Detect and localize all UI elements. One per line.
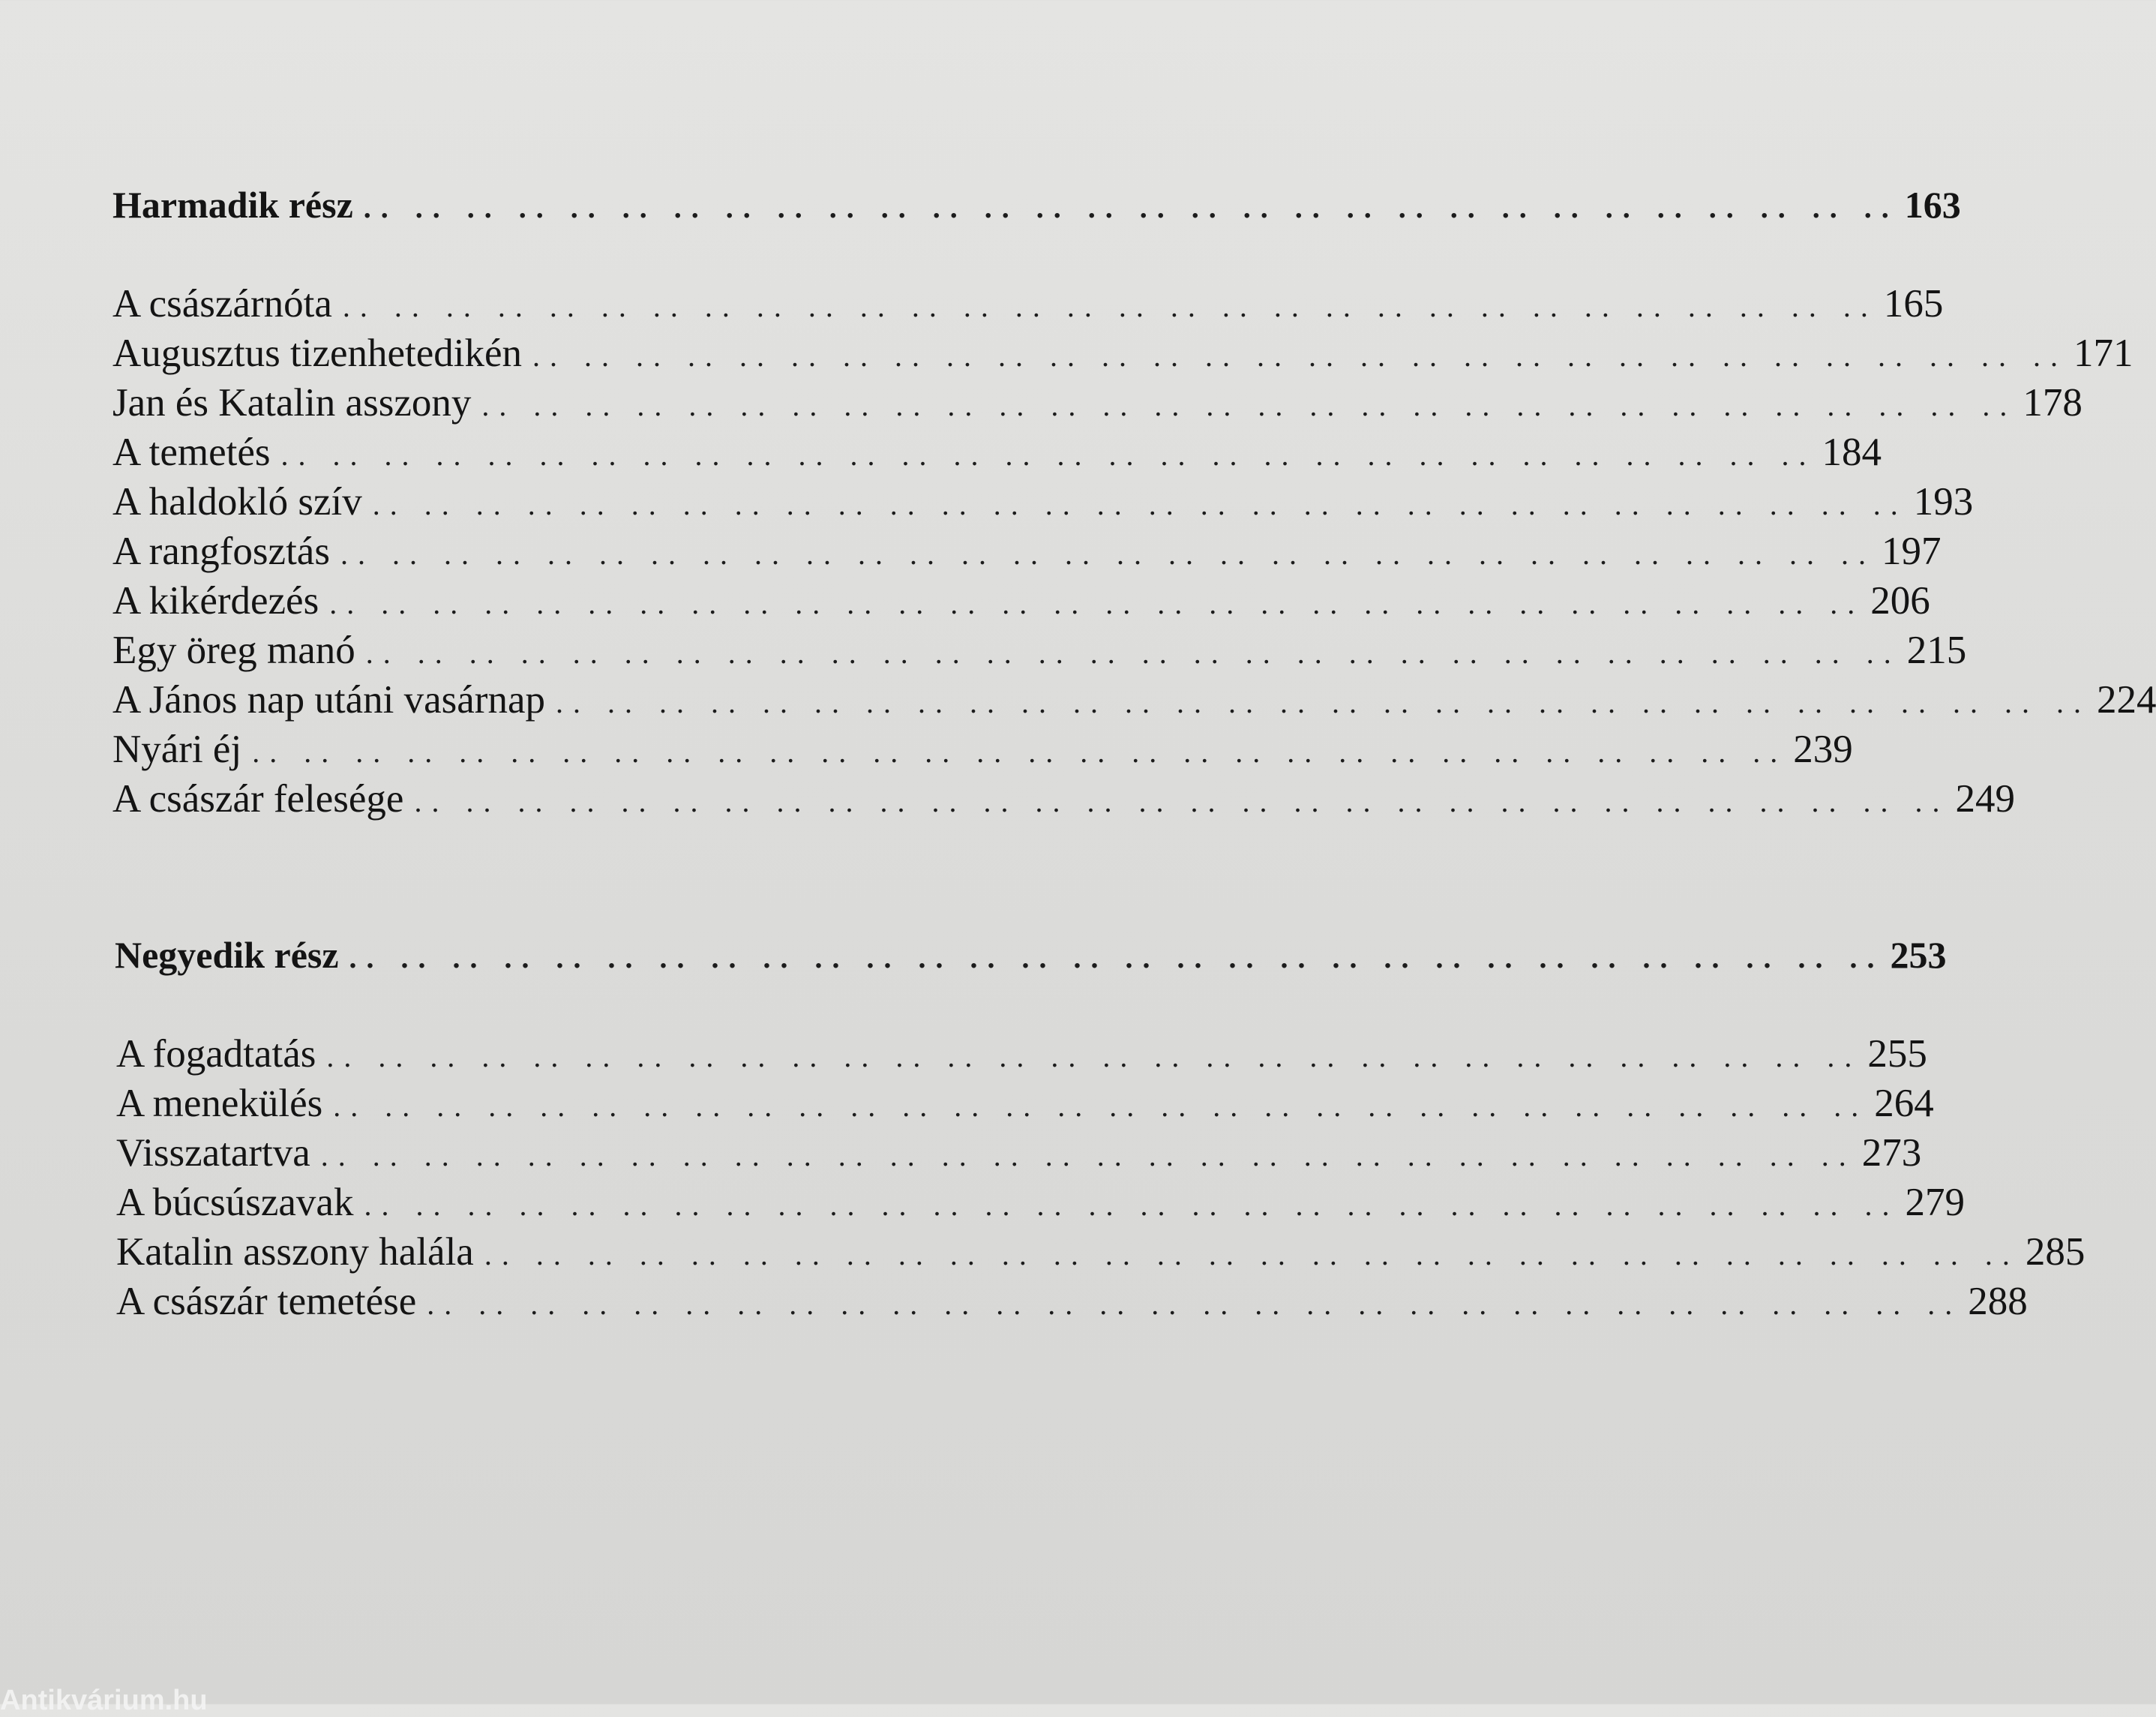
toc-entry-page: 273 [1861,1131,1922,1175]
toc-entry-page: 206 [1870,579,1930,623]
toc-entry [116,1178,1965,1227]
toc-entry-title: A menekülés [116,1082,323,1125]
toc-entry [112,576,1930,626]
toc-entry-title: Nyári éj [112,728,242,771]
toc-entry-title: Visszatartva [116,1131,310,1175]
toc-entry [112,725,1853,774]
toc-entry-title: A fogadtatás [116,1032,316,1076]
toc-entry-page: 193 [1913,480,1974,524]
toc-heading-title: Negyedik rész [115,934,339,976]
dot-leader: .. .. .. .. .. .. .. .. .. .. .. .. .. .. .. .. .. .. .. .. .. .. .. .. .. .. .. .. .. .. [532,339,2068,373]
toc-entry-page: 224 [2096,678,2156,722]
toc-entry [116,1227,2086,1277]
toc-section-list [116,1029,2086,1326]
dot-leader: .. .. .. .. .. .. .. .. .. .. .. .. .. .. .. .. .. .. .. .. .. .. .. .. .. .. .. .. .. .. [329,587,1865,620]
dot-leader: .. .. .. .. .. .. .. .. .. .. .. .. .. .. .. .. .. .. .. .. .. .. .. .. .. .. .. .. .. .. [481,389,2017,422]
toc-entry [112,675,2156,725]
toc-entry [112,626,1967,675]
toc-entry-page: 165 [1883,282,1944,326]
dot-leader: .. .. .. .. .. .. .. .. .. .. .. .. .. .. .. .. .. .. .. .. .. .. .. .. .. .. .. .. .. .. [340,537,1876,571]
toc-entry-page: 249 [1955,777,2015,821]
watermark: Antikvárium.hu [0,1685,208,1716]
toc-entry [116,1079,1934,1128]
dot-leader: .. .. .. .. .. .. .. .. .. .. .. .. .. .. .. .. .. .. .. .. .. .. .. .. .. .. .. .. .. .. [363,191,1899,224]
toc-entry-page: 288 [1968,1280,2028,1323]
dot-leader: .. .. .. .. .. .. .. .. .. .. .. .. .. .. .. .. .. .. .. .. .. .. .. .. .. .. .. .. .. .. [364,1188,1900,1222]
dot-leader: .. .. .. .. .. .. .. .. .. .. .. .. .. .. .. .. .. .. .. .. .. .. .. .. .. .. .. .. .. .. [427,1287,1963,1321]
toc-entry-title: A János nap utáni vasárnap [112,678,545,722]
dot-leader: .. .. .. .. .. .. .. .. .. .. .. .. .. .. .. .. .. .. .. .. .. .. .. .. .. .. .. .. .. .. [326,1040,1862,1073]
toc-entry-page: 239 [1793,728,1853,771]
toc-entry [112,279,1944,329]
toc-entry-page: 285 [2025,1230,2086,1274]
toc-entry-page: 197 [1881,530,1942,573]
toc-entry-title: A rangfosztás [112,530,330,573]
toc-heading-row [115,930,1947,980]
toc-heading-title: Harmadik rész [112,184,353,226]
toc-entry [112,527,1942,576]
toc-entry [112,329,2134,378]
dot-leader: .. .. .. .. .. .. .. .. .. .. .. .. .. .. .. .. .. .. .. .. .. .. .. .. .. .. .. .. .. .. [484,1238,2020,1271]
toc-entry-page: 178 [2023,381,2083,425]
toc-entry-page: 279 [1905,1181,1965,1224]
toc-heading-row [112,180,1961,230]
toc-entry [116,1128,1922,1178]
toc-entry-title: Jan és Katalin asszony [112,381,472,425]
toc-entry [116,1277,2028,1326]
dot-leader: .. .. .. .. .. .. .. .. .. .. .. .. .. .. .. .. .. .. .. .. .. .. .. .. .. .. .. .. .. .. [333,1089,1869,1123]
toc-entry-title: A temetés [112,431,271,474]
toc-entry-page: 171 [2074,332,2134,375]
toc-entry-title: A császár temetése [116,1280,417,1323]
toc-entry-title: Augusztus tizenhetedikén [112,332,523,375]
toc-entry-title: A haldokló szív [112,480,362,524]
toc-section-list [112,279,2156,824]
toc-entry-title: Katalin asszony halála [116,1230,474,1274]
toc-entry-title: A császárnóta [112,282,332,326]
toc-entry-page: 215 [1906,629,1967,672]
dot-leader: .. .. .. .. .. .. .. .. .. .. .. .. .. .. .. .. .. .. .. .. .. .. .. .. .. .. .. .. .. .. [320,1139,1856,1172]
dot-leader: .. .. .. .. .. .. .. .. .. .. .. .. .. .. .. .. .. .. .. .. .. .. .. .. .. .. .. .. .. .. [555,686,2091,719]
toc-entry-title: A kikérdezés [112,579,319,623]
dot-leader: .. .. .. .. .. .. .. .. .. .. .. .. .. .. .. .. .. .. .. .. .. .. .. .. .. .. .. .. .. .. [414,785,1950,818]
toc-heading-page: 253 [1890,934,1947,976]
dot-leader: .. .. .. .. .. .. .. .. .. .. .. .. .. .. .. .. .. .. .. .. .. .. .. .. .. .. .. .. .. .. [252,735,1788,769]
toc-entry [112,378,2083,428]
toc-entry [112,428,1882,477]
toc-entry [116,1029,1927,1079]
dot-leader: .. .. .. .. .. .. .. .. .. .. .. .. .. .. .. .. .. .. .. .. .. .. .. .. .. .. .. .. .. .. [342,290,1878,323]
dot-leader: .. .. .. .. .. .. .. .. .. .. .. .. .. .. .. .. .. .. .. .. .. .. .. .. .. .. .. .. .. .. [349,941,1885,974]
toc-entry-title: Egy öreg manó [112,629,355,672]
toc-heading-page: 163 [1904,184,1961,226]
dot-leader: .. .. .. .. .. .. .. .. .. .. .. .. .. .. .. .. .. .. .. .. .. .. .. .. .. .. .. .. .. .. [280,438,1816,472]
dot-leader: .. .. .. .. .. .. .. .. .. .. .. .. .. .. .. .. .. .. .. .. .. .. .. .. .. .. .. .. .. .. [372,488,1908,521]
toc-entry-title: A búcsúszavak [116,1181,354,1224]
toc-entry-page: 184 [1822,431,1882,474]
toc-entry-page: 255 [1867,1032,1927,1076]
toc-section-heading [115,930,1947,980]
toc-entry-title: A császár felesége [112,777,404,821]
toc-entry [112,477,1974,527]
toc-section-heading [112,180,1961,230]
toc-entry [112,774,2015,824]
toc-entry-page: 264 [1874,1082,1934,1125]
dot-leader: .. .. .. .. .. .. .. .. .. .. .. .. .. .. .. .. .. .. .. .. .. .. .. .. .. .. .. .. .. .. [365,636,1901,670]
